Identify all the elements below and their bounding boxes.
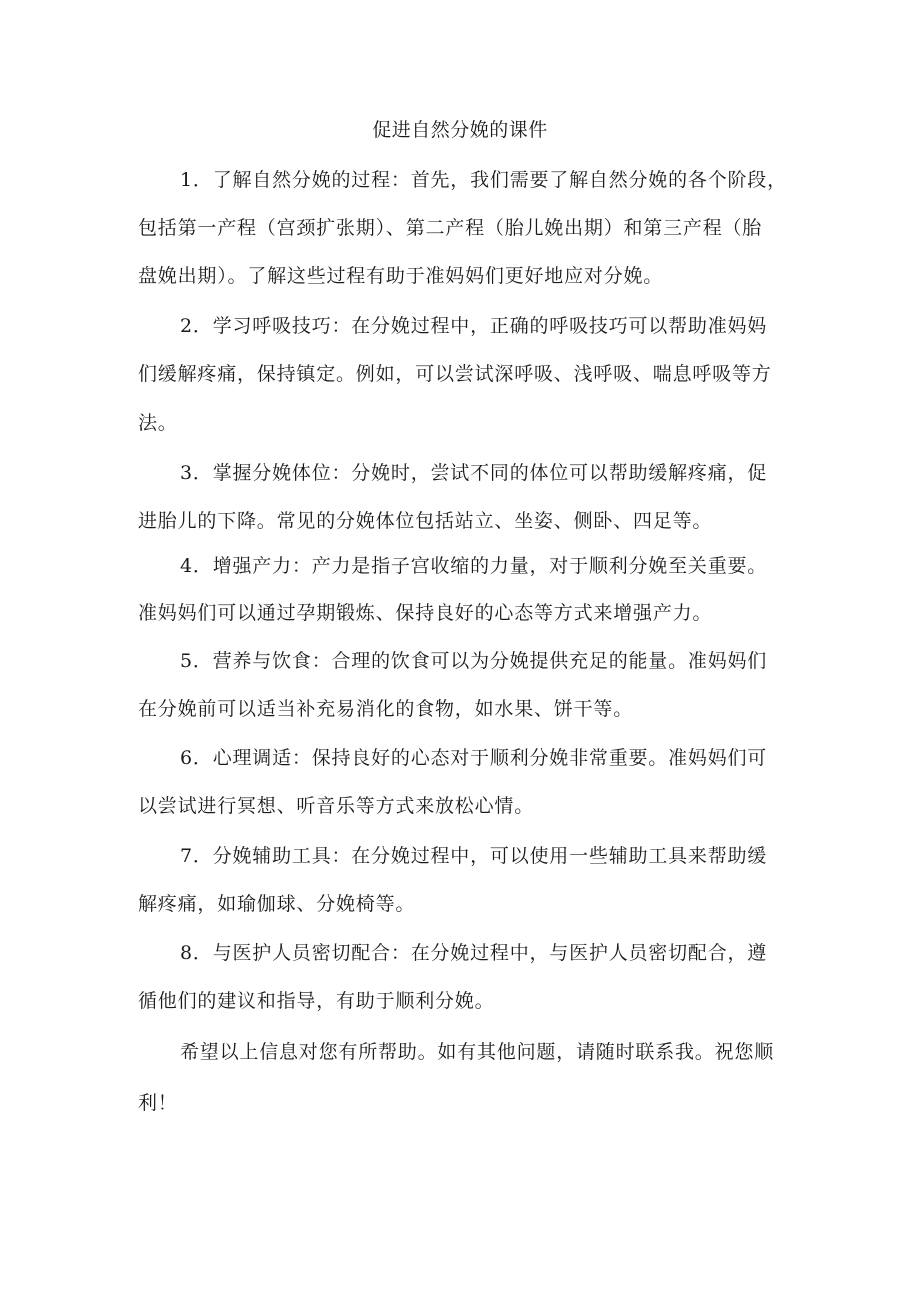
paragraph-2-line-2: 们缓解疼痛，保持镇定。例如，可以尝试深呼吸、浅呼吸、喘息呼吸等方 bbox=[138, 363, 772, 385]
paragraph-5-line-2: 在分娩前可以适当补充易消化的食物，如水果、饼干等。 bbox=[138, 698, 634, 720]
paragraph-2-line-1: 2．学习呼吸技巧：在分娩过程中，正确的呼吸技巧可以帮助准妈妈 bbox=[180, 315, 768, 337]
paragraph-7-line-2: 解疼痛，如瑜伽球、分娩椅等。 bbox=[138, 893, 416, 915]
paragraph-1-line-1: 1．了解自然分娩的过程：首先，我们需要了解自然分娩的各个阶段， bbox=[180, 169, 787, 191]
paragraph-2-line-3: 法。 bbox=[138, 412, 178, 434]
paragraph-3-line-2: 进胎儿的下降。常见的分娩体位包括站立、坐姿、侧卧、四足等。 bbox=[138, 510, 713, 532]
paragraph-1-line-3: 盘娩出期）。了解这些过程有助于准妈妈们更好地应对分娩。 bbox=[138, 265, 664, 287]
paragraph-6-line-1: 6．心理调适：保持良好的心态对于顺利分娩非常重要。准妈妈们可 bbox=[180, 747, 768, 769]
closing-line-2: 利！ bbox=[138, 1092, 178, 1114]
paragraph-8-line-2: 循他们的建议和指导，有助于顺利分娩。 bbox=[138, 990, 495, 1012]
paragraph-4-line-1: 4．增强产力：产力是指子宫收缩的力量，对于顺利分娩至关重要。 bbox=[180, 555, 768, 577]
paragraph-1-line-2: 包括第一产程（宫颈扩张期）、第二产程（胎儿娩出期）和第三产程（胎 bbox=[138, 217, 763, 239]
document-title: 促进自然分娩的课件 bbox=[372, 119, 548, 141]
paragraph-6-line-2: 以尝试进行冥想、听音乐等方式来放松心情。 bbox=[138, 795, 535, 817]
paragraph-5-line-1: 5．营养与饮食：合理的饮食可以为分娩提供充足的能量。准妈妈们 bbox=[180, 650, 768, 672]
closing-line-1: 希望以上信息对您有所帮助。如有其他问题，请随时联系我。祝您顺 bbox=[180, 1041, 775, 1063]
paragraph-3-line-1: 3．掌握分娩体位：分娩时，尝试不同的体位可以帮助缓解疼痛，促 bbox=[180, 462, 768, 484]
paragraph-8-line-1: 8．与医护人员密切配合：在分娩过程中，与医护人员密切配合，遵 bbox=[180, 942, 768, 964]
paragraph-4-line-2: 准妈妈们可以通过孕期锻炼、保持良好的心态等方式来增强产力。 bbox=[138, 602, 713, 624]
paragraph-7-line-1: 7．分娩辅助工具：在分娩过程中，可以使用一些辅助工具来帮助缓 bbox=[180, 845, 768, 867]
